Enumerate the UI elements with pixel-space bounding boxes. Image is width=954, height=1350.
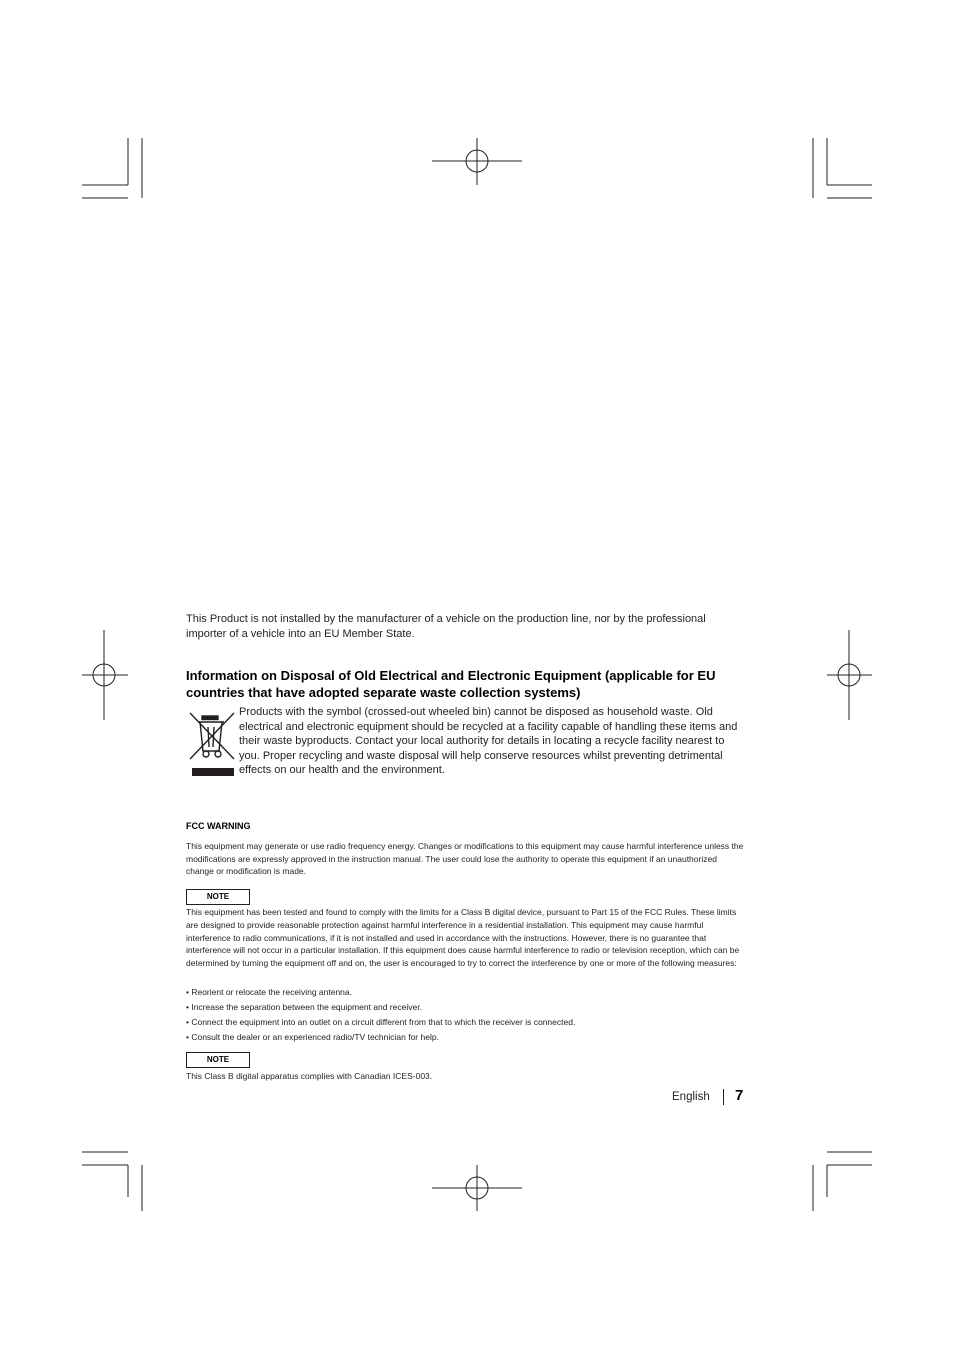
intro-text: This Product is not installed by the manufacturer of a vehicle on the production line, nor by the professional importer of a vehicle into an EU Member State.: [186, 613, 706, 640]
list-item: • Increase the separation between the equipment and receiver.: [186, 1002, 422, 1012]
measures-list: [186, 986, 746, 1046]
disposal-text: Products with the symbol (crossed-out wheeled bin) cannot be disposed as household waste. Old electrical and electronic equipment should be recycled at a facility capable of handling these items and their waste byproducts. Contact your local authority for details in locating a recycle facility nearest to you. Proper recycling and waste disposal will help conserve resources whilst preventing detrimental effects on our health and the environment.: [239, 706, 738, 776]
fcc-warning-text: This equipment may generate or use radio frequency energy. Changes or modifications to this equipment may cause harmful interference unless the modifications are expressly approved in the instruction manual. The user could lose the authority to operate this equipment if an unauthorized change or modification is made.: [186, 841, 744, 876]
crossed-out-wheeled-bin-icon: [188, 709, 236, 779]
footer-divider: [723, 1089, 724, 1105]
fcc-warning-title: FCC WARNING: [186, 821, 251, 831]
list-item: • Reorient or relocate the receiving antenna.: [186, 987, 352, 997]
footer-language: English: [672, 1091, 710, 1103]
disposal-heading: Information on Disposal of Old Electrical and Electronic Equipment (applicable for EU countries that have adopted separate waste collection systems): [186, 668, 716, 700]
list-item: • Consult the dealer or an experienced radio/TV technician for help.: [186, 1032, 439, 1042]
note-label: NOTE: [186, 889, 250, 905]
note-label-2: NOTE: [186, 1052, 250, 1068]
note-text-2: This Class B digital apparatus complies with Canadian ICES-003.: [186, 1071, 433, 1081]
page-number: 7: [735, 1087, 744, 1104]
list-item: • Connect the equipment into an outlet on a circuit different from that to which the receiver is connected.: [186, 1017, 576, 1027]
note-text: This equipment has been tested and found to comply with the limits for a Class B digital device, pursuant to Part 15 of the FCC Rules. These limits are designed to provide reasonable protection against harmful interference in a residential installation. This equipment may cause harmful interference to radio communications, if it is not installed and used in accordance with the instructions. However, there is no guarantee that interference will not occur in a particular installation. If this equipment does cause harmful interference to radio or television reception, which can be determined by turning the equipment off and on, the user is encouraged to try to correct the interference by one or more of the following measures:: [186, 907, 740, 969]
